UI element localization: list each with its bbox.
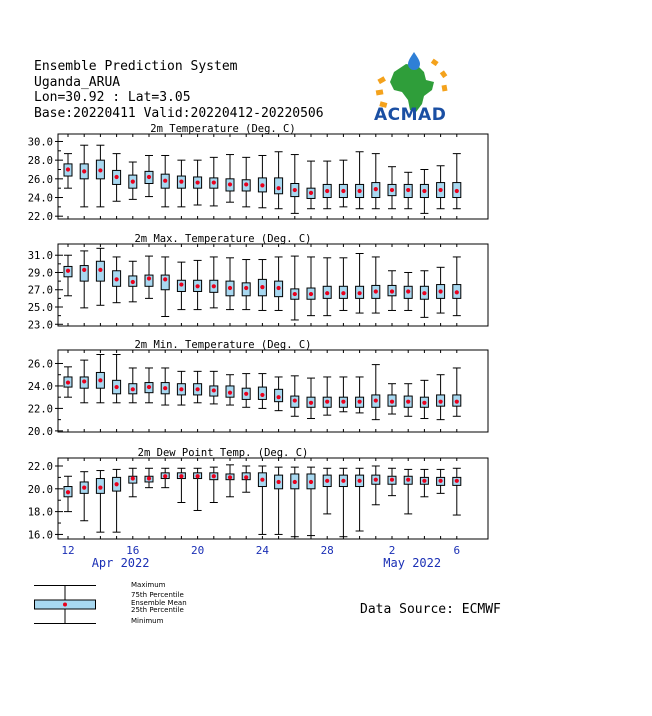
panel-frame	[58, 350, 488, 432]
x-tick-label: 12	[61, 544, 75, 557]
mean-marker	[66, 167, 70, 171]
mean-marker	[277, 395, 281, 399]
mean-marker	[439, 289, 443, 293]
y-tick-label: 20.0	[27, 425, 53, 438]
mean-marker	[196, 284, 200, 288]
mean-marker	[293, 188, 297, 192]
y-tick-label: 18.0	[27, 506, 53, 519]
mean-marker	[277, 186, 281, 190]
mean-marker	[455, 400, 459, 404]
mean-marker	[293, 292, 297, 296]
forecast-dates: Base:20220411 Valid:20220412-20220506	[34, 105, 324, 121]
mean-marker	[455, 290, 459, 294]
mean-marker	[390, 188, 394, 192]
x-tick-label: 2	[388, 544, 396, 557]
mean-marker	[115, 277, 119, 281]
mean-marker	[374, 187, 378, 191]
mean-marker	[115, 175, 119, 179]
mean-marker	[212, 180, 216, 184]
box-iqr	[275, 178, 283, 194]
y-tick-label: 20.0	[27, 483, 53, 496]
x-tick-label: 28	[320, 544, 334, 557]
x-month-label: May 2022	[383, 556, 442, 570]
data-source: Data Source: ECMWF	[360, 602, 501, 617]
legend-p75: 75th Percentile	[131, 591, 184, 599]
y-tick-label: 22.0	[27, 460, 53, 473]
mean-marker	[98, 268, 102, 272]
mean-marker	[163, 277, 167, 281]
mean-marker	[228, 182, 232, 186]
mean-marker	[358, 291, 362, 295]
x-tick-label: 24	[255, 544, 270, 557]
mean-marker	[439, 188, 443, 192]
mean-marker	[439, 400, 443, 404]
mean-marker	[228, 391, 232, 395]
mean-marker	[82, 486, 86, 490]
mean-marker	[439, 479, 443, 483]
y-tick-label: 30.0	[27, 136, 53, 149]
mean-marker	[309, 292, 313, 296]
mean-marker	[341, 291, 345, 295]
mean-marker	[406, 478, 410, 482]
mean-marker	[325, 400, 329, 404]
mean-marker	[147, 175, 151, 179]
y-tick-label: 26.0	[27, 173, 53, 186]
legend-box-icon	[34, 584, 134, 626]
y-tick-label: 23.0	[27, 319, 53, 332]
mean-marker	[212, 388, 216, 392]
mean-marker	[115, 482, 119, 486]
mean-marker	[179, 387, 183, 391]
mean-marker	[309, 401, 313, 405]
mean-marker	[374, 398, 378, 402]
mean-marker	[131, 280, 135, 284]
mean-marker	[163, 474, 167, 478]
mean-marker	[82, 268, 86, 272]
mean-marker	[309, 191, 313, 195]
y-tick-label: 22.0	[27, 211, 53, 224]
mean-marker	[390, 289, 394, 293]
mean-marker	[358, 400, 362, 404]
y-tick-label: 25.0	[27, 302, 53, 315]
panel-frame	[58, 458, 488, 539]
x-tick-label: 20	[190, 544, 205, 557]
y-tick-label: 16.0	[27, 529, 53, 542]
mean-marker	[179, 180, 183, 184]
mean-marker	[325, 189, 329, 193]
panel-title: 2m Max. Temperature (Deg. C)	[134, 233, 312, 245]
mean-marker	[325, 479, 329, 483]
y-tick-label: 24.0	[27, 192, 53, 205]
mean-marker	[228, 286, 232, 290]
x-tick-label: 6	[453, 544, 461, 557]
mean-marker	[358, 189, 362, 193]
mean-marker	[341, 400, 345, 404]
box-iqr	[161, 275, 169, 290]
mean-marker	[82, 169, 86, 173]
mean-marker	[341, 189, 345, 193]
mean-marker	[260, 478, 264, 482]
y-tick-label: 22.0	[27, 403, 53, 416]
mean-marker	[422, 189, 426, 193]
logo-wordmark: ACMAD	[374, 105, 447, 125]
product-title: Ensemble Prediction System	[34, 59, 238, 74]
mean-marker	[455, 189, 459, 193]
station-coordinates: Lon=30.92 : Lat=3.05	[34, 90, 191, 105]
legend-mean: Ensemble Mean	[131, 599, 187, 607]
mean-marker	[228, 475, 232, 479]
mean-marker	[293, 480, 297, 484]
mean-marker	[406, 289, 410, 293]
mean-marker	[163, 179, 167, 183]
mean-marker	[115, 385, 119, 389]
mean-marker	[179, 474, 183, 478]
station-name: Uganda_ARUA	[34, 74, 121, 90]
mean-marker	[196, 387, 200, 391]
y-tick-label: 26.0	[27, 358, 53, 371]
mean-marker	[244, 475, 248, 479]
legend-maximum: Maximum	[131, 581, 166, 589]
mean-marker	[147, 276, 151, 280]
mean-marker	[147, 385, 151, 389]
panel-title: 2m Min. Temperature (Deg. C)	[134, 339, 312, 351]
mean-marker	[260, 183, 264, 187]
legend-minimum: Minimum	[131, 617, 164, 625]
mean-marker	[293, 398, 297, 402]
mean-marker	[196, 180, 200, 184]
legend-p25: 25th Percentile	[131, 606, 184, 614]
mean-marker	[82, 379, 86, 383]
legend	[34, 581, 334, 626]
mean-marker	[358, 479, 362, 483]
mean-marker	[277, 480, 281, 484]
mean-marker	[260, 393, 264, 397]
mean-marker	[244, 182, 248, 186]
mean-marker	[212, 474, 216, 478]
mean-marker	[406, 188, 410, 192]
mean-marker	[277, 286, 281, 290]
mean-marker	[422, 479, 426, 483]
y-tick-label: 27.0	[27, 284, 53, 297]
mean-marker	[179, 282, 183, 286]
y-tick-label: 28.0	[27, 155, 53, 168]
mean-marker	[325, 291, 329, 295]
mean-marker	[455, 479, 459, 483]
mean-marker	[260, 285, 264, 289]
mean-marker	[244, 392, 248, 396]
mean-marker	[374, 289, 378, 293]
mean-marker	[66, 380, 70, 384]
mean-marker	[98, 168, 102, 172]
mean-marker	[212, 284, 216, 288]
mean-marker	[390, 400, 394, 404]
y-tick-label: 29.0	[27, 267, 53, 280]
y-tick-label: 24.0	[27, 380, 53, 393]
mean-marker	[66, 269, 70, 273]
mean-marker	[341, 479, 345, 483]
mean-marker	[422, 291, 426, 295]
panel-title: 2m Dew Point Temp. (Deg. C)	[137, 447, 309, 459]
mean-marker	[98, 486, 102, 490]
mean-marker	[131, 387, 135, 391]
mean-marker	[147, 476, 151, 480]
mean-marker	[196, 474, 200, 478]
mean-marker	[98, 378, 102, 382]
mean-marker	[390, 478, 394, 482]
mean-marker	[131, 180, 135, 184]
panel-frame	[58, 244, 488, 326]
mean-marker	[244, 286, 248, 290]
mean-marker	[422, 401, 426, 405]
x-month-label: Apr 2022	[91, 556, 150, 570]
mean-marker	[406, 400, 410, 404]
panel-title: 2m Temperature (Deg. C)	[150, 123, 296, 135]
mean-marker	[163, 386, 167, 390]
mean-marker	[66, 490, 70, 494]
mean-marker	[131, 476, 135, 480]
mean-marker	[374, 478, 378, 482]
y-tick-label: 31.0	[27, 250, 53, 263]
mean-marker	[309, 480, 313, 484]
x-tick-label: 16	[126, 544, 140, 557]
panel-frame	[58, 134, 488, 219]
